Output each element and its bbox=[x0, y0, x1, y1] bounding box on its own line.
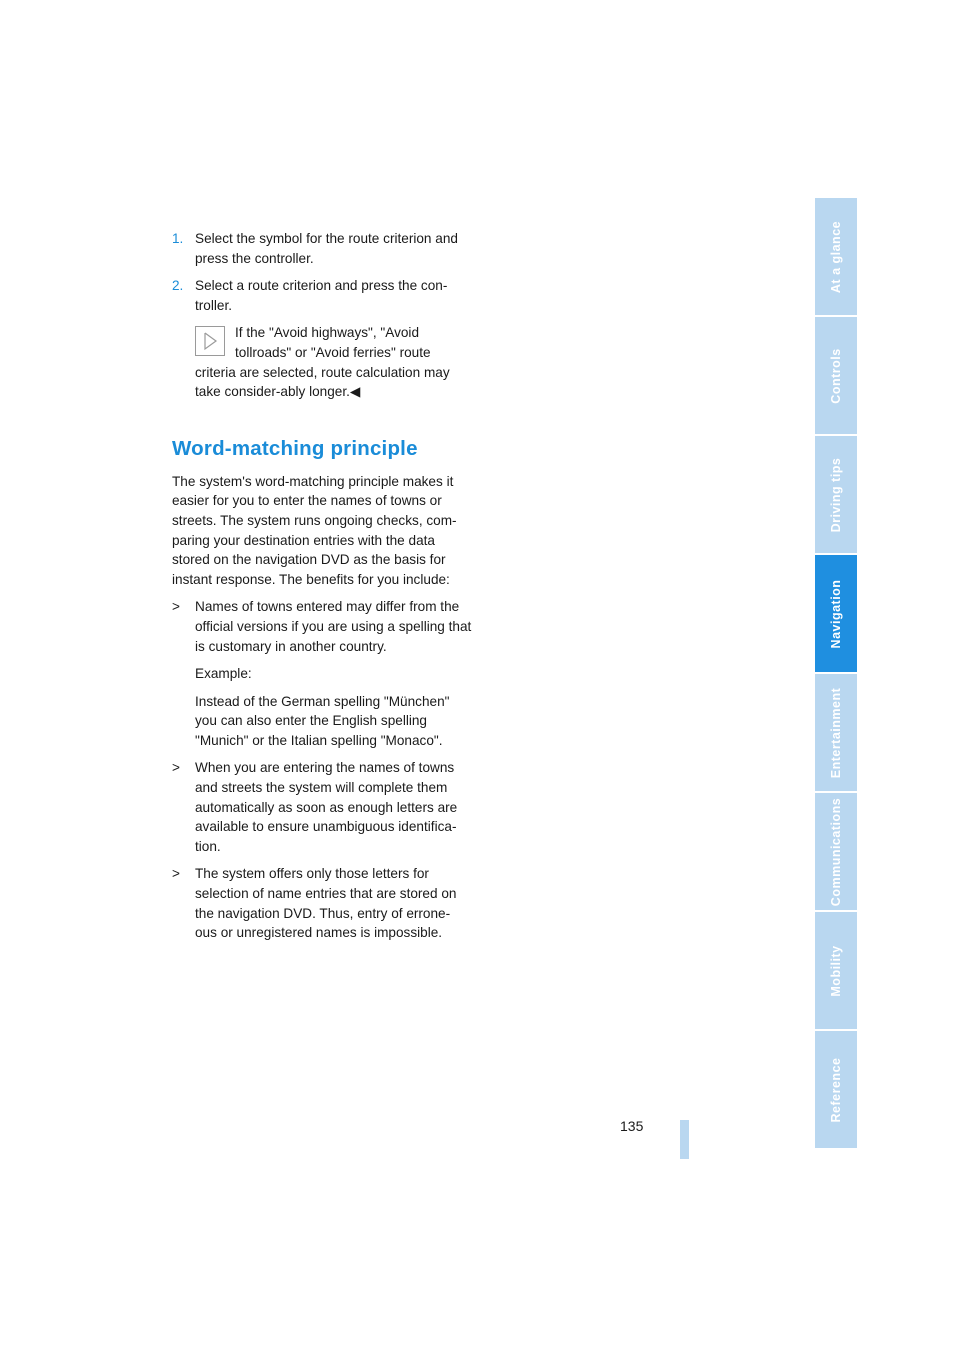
step-1 bbox=[172, 229, 472, 268]
tab-label: Communications bbox=[829, 797, 843, 906]
bullet-mark: > bbox=[172, 760, 180, 776]
example-text: Instead of the German spelling "München" you can also enter the English spelling "Munich" or the Italian spelling "Monaco". bbox=[195, 693, 450, 748]
note-triangle-icon bbox=[195, 326, 225, 356]
note-box bbox=[172, 323, 472, 401]
tab-driving-tips[interactable] bbox=[815, 436, 857, 555]
tab-controls[interactable] bbox=[815, 317, 857, 436]
tab-label: Reference bbox=[829, 1057, 843, 1122]
tab-label: Driving tips bbox=[829, 457, 843, 532]
chapter-sidebar bbox=[815, 198, 857, 1150]
note-text: If the "Avoid highways", "Avoid tollroads" or "Avoid ferries" route criteria are selected, route calculation may take consider-ably longer. bbox=[195, 325, 450, 400]
tab-label: Navigation bbox=[829, 579, 843, 648]
tab-at-a-glance[interactable] bbox=[815, 198, 857, 317]
tab-reference[interactable] bbox=[815, 1031, 857, 1150]
section-title: Word-matching principle bbox=[172, 436, 418, 460]
tab-navigation[interactable] bbox=[815, 555, 857, 674]
end-mark-icon: ◀ bbox=[349, 384, 361, 400]
tab-label: Mobility bbox=[829, 944, 843, 997]
tab-mobility[interactable] bbox=[815, 912, 857, 1031]
list-item bbox=[172, 758, 472, 856]
list-item bbox=[172, 597, 472, 750]
bullet-text: The system offers only those letters for selection of name entries that are stored on the navigation DVD. Thus, entry of errone-ous or unregistered names is impossible. bbox=[195, 866, 457, 941]
example-label: Example: bbox=[195, 666, 252, 682]
bullet-text: Names of towns entered may differ from the official versions if you are using a spelling that is customary in another country. bbox=[195, 599, 472, 654]
step-number: 2. bbox=[172, 278, 184, 294]
page-content bbox=[172, 229, 472, 951]
tab-label: Controls bbox=[829, 347, 843, 404]
step-number: 1. bbox=[172, 231, 184, 246]
step-2 bbox=[172, 276, 472, 315]
tab-label: At a glance bbox=[829, 220, 843, 293]
tab-entertainment[interactable] bbox=[815, 674, 857, 793]
bullet-text: When you are entering the names of towns and streets the system will complete them automatically as soon as enough letters are available to ensure unambiguous identifica-tion. bbox=[195, 760, 458, 854]
section-intro: The system's word-matching principle makes it easier for you to enter the names of towns or streets. The system runs ongoing checks, com-paring your destination entries with the data stored on the navigation DVD as the basis for instant response. The benefits for you include: bbox=[172, 473, 457, 587]
tab-label: Entertainment bbox=[829, 687, 843, 778]
page-number: 135 bbox=[620, 1118, 644, 1134]
step-text: Select a route criterion and press the con-troller. bbox=[195, 278, 448, 313]
page-marker-bar bbox=[680, 1120, 689, 1159]
tab-communications[interactable] bbox=[815, 793, 857, 912]
bullet-mark: > bbox=[172, 599, 180, 615]
list-item bbox=[172, 864, 472, 942]
step-text: Select the symbol for the route criterion and press the controller. bbox=[195, 231, 458, 266]
bullet-mark: > bbox=[172, 866, 180, 882]
